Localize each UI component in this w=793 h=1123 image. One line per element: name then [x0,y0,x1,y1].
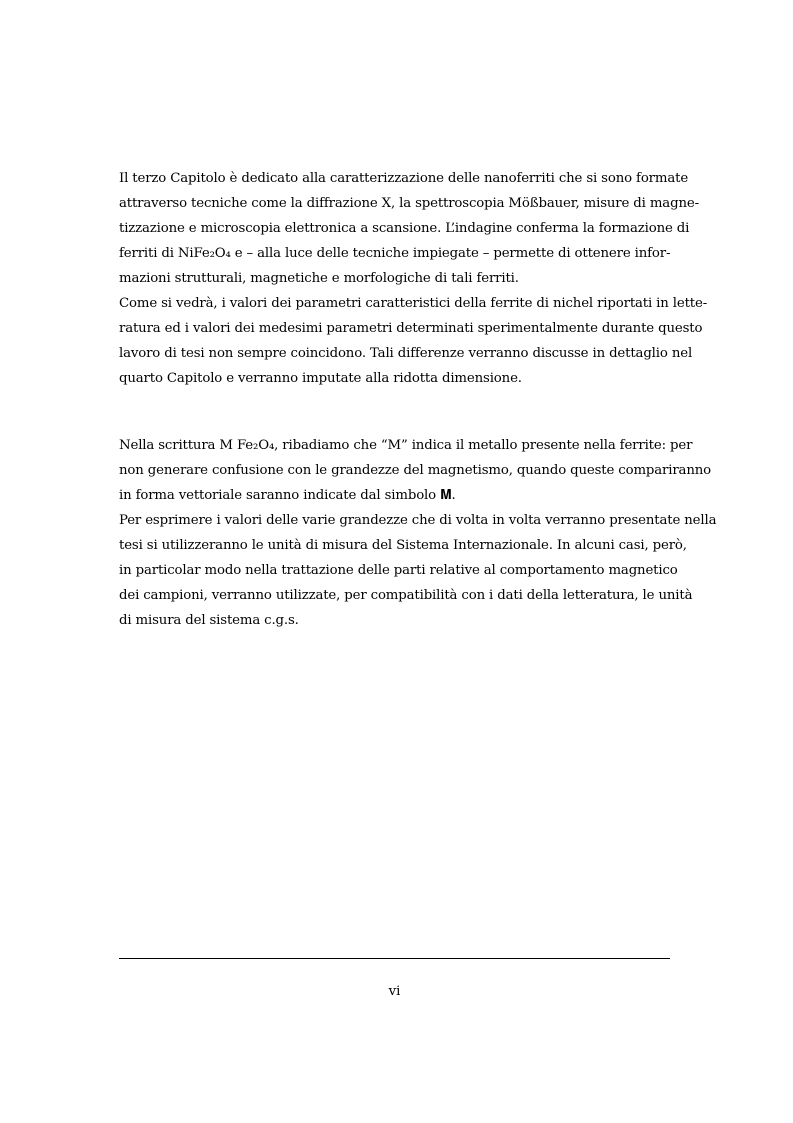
paragraph-line: tizzazione e microscopia elettronica a scansione. L’indagine conferma la formazione di [119,221,690,236]
paragraph-line: Come si vedrà, i valori dei parametri caratteristici della ferrite di nichel riportati in lette- [119,296,708,311]
paragraph-line: Nella scrittura M Fe₂O₄, ribadiamo che “M” indica il metallo presente nella ferrite: per [119,438,693,453]
paragraph-line: di misura del sistema c.g.s. [119,613,299,628]
paragraph-1 [119,166,699,291]
paragraph-4 [119,508,717,633]
paragraph-line: ratura ed i valori dei medesimi parametri determinati sperimentalmente durante questo [119,321,703,336]
paragraph-line: quarto Capitolo e verranno imputate alla ridotta dimensione. [119,371,522,386]
text-block-top [119,166,708,391]
paragraph-3 [119,433,712,508]
paragraph-line: tesi si utilizzeranno le unità di misura del Sistema Internazionale. In alcuni casi, però, [119,538,687,553]
paragraph-line: Il terzo Capitolo è dedicato alla caratterizzazione delle nanoferriti che si sono formate [119,171,689,186]
paragraph-line: lavoro di tesi non sempre coincidono. Tali differenze verranno discusse in dettaglio nel [119,346,693,361]
paragraph-line: ferriti di NiFe₂O₄ e – alla luce delle tecniche impiegate – permette di ottenere infor- [119,246,671,261]
paragraph-line: Per esprimere i valori delle varie grandezze che di volta in volta verranno presentate nella [119,513,717,528]
page-number: vi [388,984,401,999]
footer-rule [119,958,670,959]
text-block-bottom [119,433,717,633]
paragraph-line: mazioni strutturali, magnetiche e morfologiche di tali ferriti. [119,271,519,286]
paragraph-2 [119,291,708,391]
paragraph-line: non generare confusione con le grandezze del magnetismo, quando queste compariranno [119,463,712,478]
paragraph-line: dei campioni, verranno utilizzate, per compatibilità con i dati della letteratura, le unità [119,588,693,603]
paragraph-line: attraverso tecniche come la diffrazione X, la spettroscopia Mößbauer, misure di magne- [119,196,699,211]
paragraph-line: in particolar modo nella trattazione delle parti relative al comportamento magnetico [119,563,678,578]
paragraph-line: in forma vettoriale saranno indicate dal simbolo 𝐌. [119,488,456,503]
